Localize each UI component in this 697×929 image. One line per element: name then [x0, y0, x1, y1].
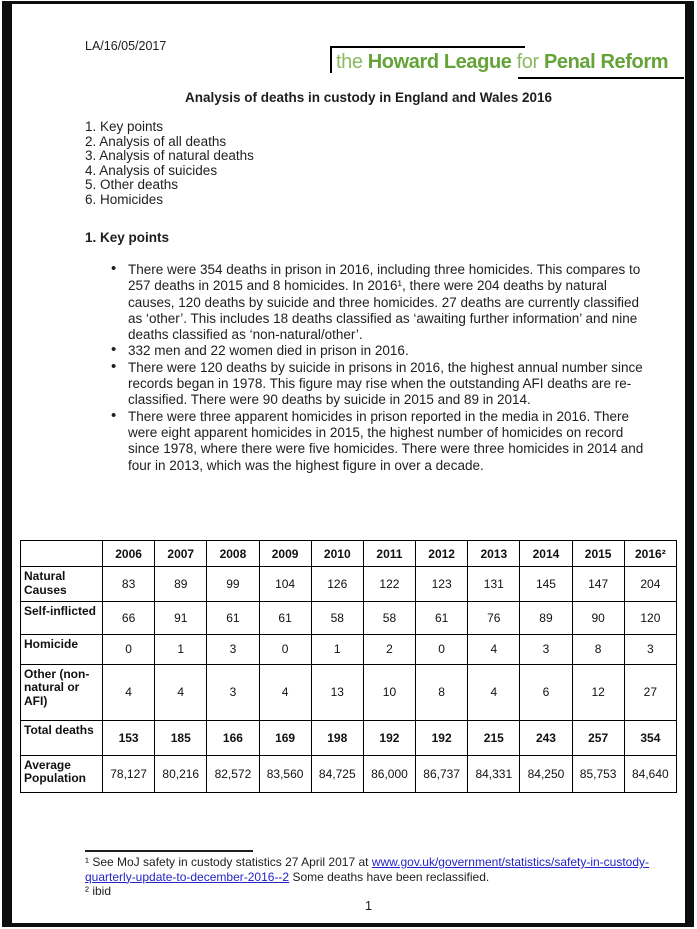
key-point-bullet: • There were 120 deaths by suicide in prisons in 2016, the highest annual number since records began in 1978. This figure may rise when the outstanding AFI deaths are re-classified. There were 90 deaths by suicide in 2015 and 89 in 2014.	[109, 360, 644, 409]
toc-list	[85, 120, 254, 208]
value-cell: 3	[624, 634, 676, 664]
value-cell: 82,572	[207, 755, 259, 792]
year-header-cell: 2009	[259, 541, 311, 567]
value-cell: 166	[207, 720, 259, 755]
value-cell: 147	[572, 567, 624, 602]
value-cell: 3	[207, 634, 259, 664]
table-row	[21, 634, 677, 664]
footnote-1	[85, 855, 659, 884]
value-cell: 4	[155, 664, 207, 720]
value-cell: 58	[363, 601, 415, 634]
year-header-cell: 2006	[103, 541, 155, 567]
value-cell: 126	[311, 567, 363, 602]
deaths-by-year-table	[20, 540, 677, 793]
value-cell: 3	[520, 634, 572, 664]
table-header-row	[21, 541, 677, 567]
table-row	[21, 664, 677, 720]
value-cell: 84,250	[520, 755, 572, 792]
value-cell: 89	[520, 601, 572, 634]
value-cell: 145	[520, 567, 572, 602]
value-cell: 61	[259, 601, 311, 634]
footnote-2: ² ibid	[85, 884, 112, 899]
value-cell: 8	[572, 634, 624, 664]
document-title: Analysis of deaths in custody in England and Wales 2016	[184, 90, 553, 105]
value-cell: 83,560	[259, 755, 311, 792]
toc-item: 2. Analysis of all deaths	[85, 133, 227, 149]
value-cell: 84,331	[468, 755, 520, 792]
footnote-1-text: ¹ See MoJ safety in custody statistics 27 April 2017 at	[85, 855, 372, 869]
footnotes-block	[85, 855, 659, 899]
value-cell: 123	[416, 567, 468, 602]
value-cell: 0	[416, 634, 468, 664]
logo-top-rule	[330, 46, 525, 48]
logo-wordmark	[336, 51, 668, 74]
key-point-bullet: • 332 men and 22 women died in prison in 2016.	[109, 343, 644, 359]
row-label-cell: Total deaths	[21, 720, 103, 755]
value-cell: 1	[311, 634, 363, 664]
value-cell: 58	[311, 601, 363, 634]
logo-left-rule	[330, 46, 332, 73]
value-cell: 4	[468, 664, 520, 720]
value-cell: 84,640	[624, 755, 676, 792]
value-cell: 0	[103, 634, 155, 664]
toc-item: 3. Analysis of natural deaths	[85, 148, 254, 164]
toc-item: 5. Other deaths	[85, 177, 179, 193]
logo-underline-rule	[518, 77, 684, 79]
logo-word-howard-league: Howard League	[367, 51, 512, 73]
value-cell: 4	[103, 664, 155, 720]
year-header-cell: 2012	[416, 541, 468, 567]
value-cell: 257	[572, 720, 624, 755]
value-cell: 104	[259, 567, 311, 602]
value-cell: 204	[624, 567, 676, 602]
year-header-cell: 2014	[520, 541, 572, 567]
value-cell: 354	[624, 720, 676, 755]
year-header-cell: 2010	[311, 541, 363, 567]
howard-league-logo	[330, 44, 684, 82]
value-cell: 61	[207, 601, 259, 634]
year-header-cell: 2007	[155, 541, 207, 567]
logo-word-the: the	[336, 51, 368, 73]
row-label-cell: Average Population	[21, 755, 103, 792]
value-cell: 76	[468, 601, 520, 634]
value-cell: 122	[363, 567, 415, 602]
value-cell: 85,753	[572, 755, 624, 792]
row-label-cell: Homicide	[21, 634, 103, 664]
table-body	[21, 567, 677, 793]
value-cell: 131	[468, 567, 520, 602]
section-heading-key-points: 1. Key points	[85, 230, 170, 245]
value-cell: 153	[103, 720, 155, 755]
footnote-1-link[interactable]: www.gov.uk/government/statistics/safety-in-custody-quarterly-update-to-december-2016--2	[85, 855, 650, 884]
value-cell: 83	[103, 567, 155, 602]
value-cell: 192	[363, 720, 415, 755]
value-cell: 185	[155, 720, 207, 755]
footnote-1-post: Some deaths have been reclassified.	[289, 869, 490, 884]
value-cell: 13	[311, 664, 363, 720]
table-row	[21, 755, 677, 792]
value-cell: 27	[624, 664, 676, 720]
value-cell: 120	[624, 601, 676, 634]
value-cell: 89	[155, 567, 207, 602]
reference-number: LA/16/05/2017	[85, 39, 167, 53]
value-cell: 1	[155, 634, 207, 664]
value-cell: 91	[155, 601, 207, 634]
document-page	[12, 4, 685, 923]
row-label-cell: Self-inflicted	[21, 601, 103, 634]
year-header-cell: 2013	[468, 541, 520, 567]
value-cell: 78,127	[103, 755, 155, 792]
value-cell: 192	[416, 720, 468, 755]
value-cell: 215	[468, 720, 520, 755]
table-row	[21, 601, 677, 634]
value-cell: 198	[311, 720, 363, 755]
year-header-cell: 2008	[207, 541, 259, 567]
value-cell: 80,216	[155, 755, 207, 792]
value-cell: 86,000	[363, 755, 415, 792]
value-cell: 12	[572, 664, 624, 720]
toc-item: 4. Analysis of suicides	[85, 162, 218, 178]
year-header-cell: 2011	[363, 541, 415, 567]
value-cell: 4	[468, 634, 520, 664]
logo-word-penal-reform: Penal Reform	[543, 51, 669, 73]
year-header-cell: 2015	[572, 541, 624, 567]
value-cell: 243	[520, 720, 572, 755]
value-cell: 61	[416, 601, 468, 634]
value-cell: 3	[207, 664, 259, 720]
value-cell: 66	[103, 601, 155, 634]
value-cell: 2	[363, 634, 415, 664]
value-cell: 86,737	[416, 755, 468, 792]
page-number: 1	[364, 898, 373, 913]
row-label-cell: Natural Causes	[21, 567, 103, 602]
value-cell: 8	[416, 664, 468, 720]
table-row	[21, 720, 677, 755]
toc-item: 1. Key points	[85, 119, 164, 134]
value-cell: 10	[363, 664, 415, 720]
value-cell: 0	[259, 634, 311, 664]
value-cell: 84,725	[311, 755, 363, 792]
value-cell: 4	[259, 664, 311, 720]
value-cell: 169	[259, 720, 311, 755]
value-cell: 90	[572, 601, 624, 634]
value-cell: 99	[207, 567, 259, 602]
toc-item: 6. Homicides	[85, 191, 164, 207]
key-point-bullet: • There were 354 deaths in prison in 2016, including three homicides. This compares to 257 deaths in 2015 and 8 homicides. In 2016¹, there were 204 deaths by natural causes, 120 deaths by suicide and three homicides. 27 deaths are currently classified as ‘other’. This includes 18 deaths classified as ‘awaiting further information’ and nine deaths classified as ‘non-natural/other’.	[109, 262, 644, 343]
corner-cell	[21, 541, 103, 567]
table-head	[21, 541, 677, 567]
row-label-cell: Other (non-natural or AFI)	[21, 664, 103, 720]
footnote-separator-rule	[85, 850, 253, 852]
year-header-cell: 2016²	[624, 541, 676, 567]
value-cell: 6	[520, 664, 572, 720]
logo-word-for: for	[511, 51, 544, 73]
key-point-bullet: • There were three apparent homicides in prison reported in the media in 2016. There were eight apparent homicides in 2015, the highest number of homicides on record since 1978, where there were five homicides. There were three homicides in 2014 and four in 2013, which was the highest figure in over a decade.	[109, 409, 644, 474]
key-points-bullet-list	[109, 262, 649, 474]
table-row	[21, 567, 677, 602]
